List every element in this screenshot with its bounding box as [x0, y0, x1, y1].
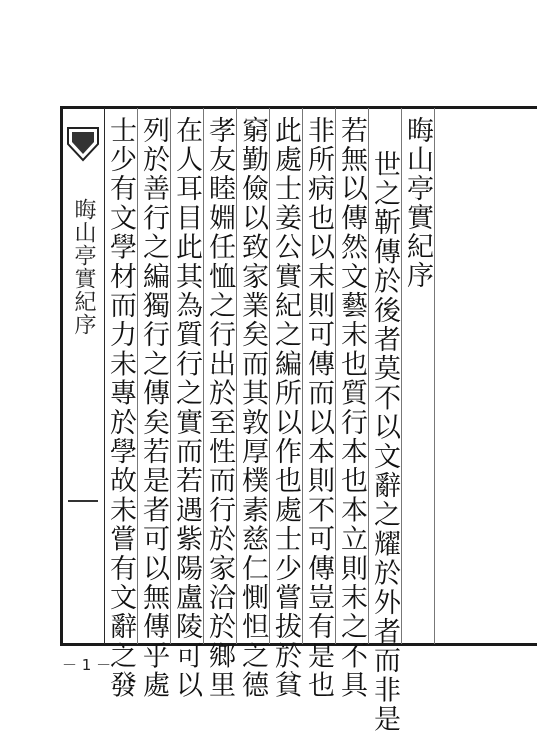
page-number: － 1 －	[62, 656, 112, 674]
text-column: 窮勤儉以致家業矣而其敦厚樸素慈仁惻怛之德	[237, 116, 268, 700]
text-column: 若無以傳然文藝末也質行本也本立則末之不具	[336, 116, 367, 700]
column-rule	[434, 108, 435, 644]
frame-top-border	[60, 106, 537, 109]
text-column: 在人耳目此其為質行之實而若遇紫陽盧陵可以	[171, 116, 202, 700]
fish-tail-icon	[66, 124, 100, 184]
preface-title: 晦山亭實紀序	[402, 116, 433, 290]
text-column: 士少有文學材而力未專於學故未嘗有文辭之發	[105, 116, 136, 700]
text-column: 孝友睦婣任恤之行出於至性而行於家洽於鄉里	[204, 116, 235, 700]
text-column: 非所病也以末則可傳而以本則不可傳豈有是也	[303, 116, 334, 700]
banxin-leaf-mark	[68, 500, 98, 502]
text-column: 世之靳傳於後者莫不以文辭之耀於外者而非是	[369, 150, 400, 734]
frame-left-border	[60, 108, 63, 646]
text-column: 列於善行之編獨行之傳矣若是者可以無傳乎處	[138, 116, 169, 700]
banxin-title: 晦山亭實紀序	[71, 198, 96, 336]
text-column: 此處士姜公實紀之編所以作也處士少嘗拔於貧	[270, 116, 301, 700]
